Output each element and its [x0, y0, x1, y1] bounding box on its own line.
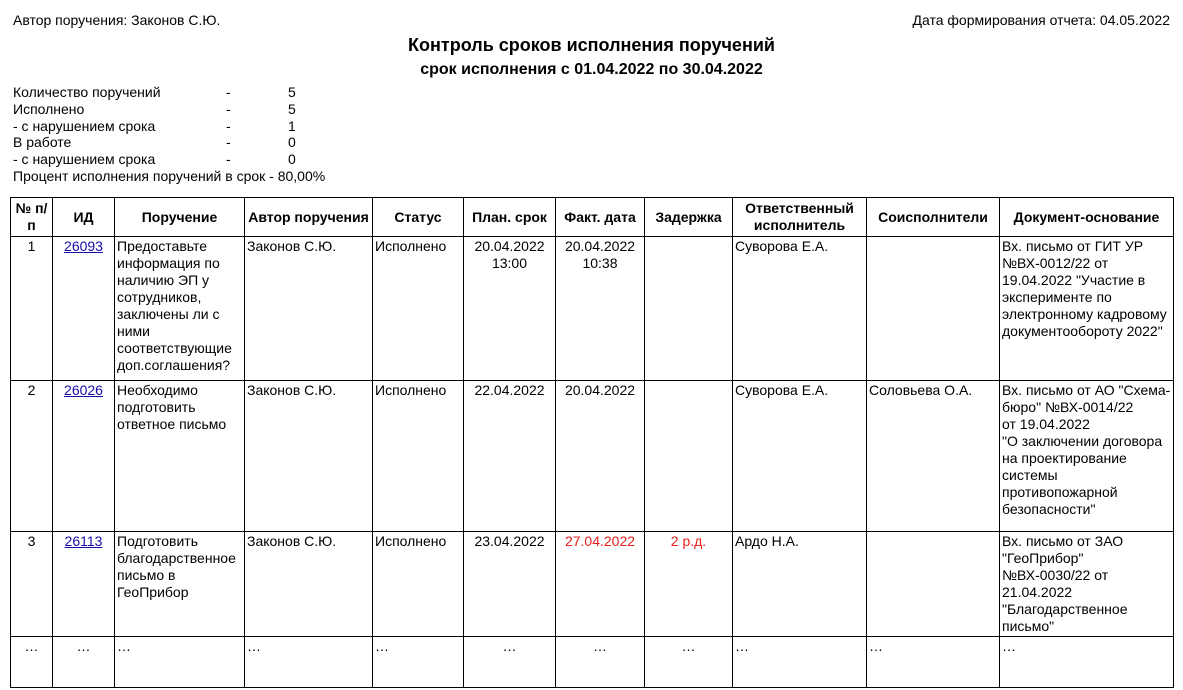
fact-time: 10:38	[582, 255, 618, 271]
row-executor: Ардо Н.А.	[733, 532, 867, 637]
row-coexecutors	[867, 532, 1000, 637]
row-author: Законов С.Ю.	[245, 237, 373, 381]
row-id-link[interactable]: 26026	[64, 382, 103, 398]
fact-date: 20.04.2022	[564, 238, 636, 254]
row-fact-date-overdue: 27.04.2022	[556, 532, 645, 637]
report-subtitle: срок исполнения с 01.04.2022 по 30.04.2022	[420, 61, 763, 78]
ellipsis-cell: …	[464, 637, 556, 688]
row-delay-overdue: 2 р.д.	[645, 532, 733, 637]
row-task: Необходимо подготовить ответное письмо	[115, 381, 245, 532]
row-status: Исполнено	[373, 237, 464, 381]
ellipsis-cell: …	[373, 637, 464, 688]
row-source-document: Вх. письмо от ГИТ УР №ВХ-0012/22 от 19.04.2022 "Участие в эксперименте по электронному кадровому документообороту 2022"	[1000, 237, 1174, 381]
stat-label: Количество поручений	[13, 84, 161, 100]
col-header-source-document: Документ-основание	[1000, 198, 1174, 237]
row-task: Предоставьте информация по наличию ЭП у сотрудников, заключены ли с ними соответствующие доп.соглашения?	[115, 237, 245, 381]
row-executor: Суворова Е.А.	[733, 237, 867, 381]
stat-value: 1	[288, 117, 296, 134]
stat-dash: -	[226, 117, 231, 134]
row-id-link[interactable]: 26093	[64, 238, 103, 254]
ellipsis-cell: …	[556, 637, 645, 688]
stat-row	[13, 101, 325, 118]
stat-label: - с нарушением срока	[13, 117, 156, 134]
plan-date: 20.04.2022	[474, 238, 545, 254]
stat-value: 0	[288, 151, 296, 168]
ellipsis-cell: …	[53, 637, 115, 688]
row-number: 3	[11, 532, 53, 637]
doc-line: "О заключении договора на проектирование системы противопожарной безопасности"	[1002, 433, 1163, 517]
stat-dash: -	[226, 100, 231, 117]
table-row	[11, 532, 1174, 637]
report-title: Контроль сроков исполнения поручений	[408, 35, 775, 55]
stat-row	[13, 118, 325, 135]
row-source-document	[1000, 381, 1174, 532]
ellipsis-cell: …	[867, 637, 1000, 688]
row-status: Исполнено	[373, 532, 464, 637]
stat-row	[13, 84, 325, 101]
ellipsis-cell: …	[733, 637, 867, 688]
report-date: Дата формирования отчета: 04.05.2022	[912, 12, 1170, 28]
stat-row	[13, 134, 325, 151]
assignments-table	[10, 197, 1174, 688]
table-row-ellipsis	[11, 637, 1174, 688]
ellipsis-cell: …	[645, 637, 733, 688]
col-header-executor: Ответственный исполнитель	[733, 198, 867, 237]
row-number: 1	[11, 237, 53, 381]
row-coexecutors	[867, 237, 1000, 381]
row-fact-date	[556, 237, 645, 381]
stat-dash: -	[226, 84, 231, 100]
row-fact-date: 20.04.2022	[556, 381, 645, 532]
stat-value: 0	[288, 134, 296, 151]
col-header-delay: Задержка	[645, 198, 733, 237]
summary-stats	[13, 84, 325, 185]
col-header-task: Поручение	[115, 198, 245, 237]
stat-label: - с нарушением срока	[13, 151, 156, 168]
table-row	[11, 237, 1174, 381]
stat-dash: -	[226, 151, 231, 168]
row-id-cell	[53, 237, 115, 381]
plan-time: 13:00	[491, 255, 528, 271]
row-plan-date: 23.04.2022	[464, 532, 556, 637]
row-executor: Суворова Е.А.	[733, 381, 867, 532]
col-header-fact-date: Факт. дата	[556, 198, 645, 237]
row-author: Законов С.Ю.	[245, 381, 373, 532]
ellipsis-cell: …	[245, 637, 373, 688]
ellipsis-cell: …	[11, 637, 53, 688]
stat-value: 5	[288, 100, 296, 117]
row-number: 2	[11, 381, 53, 532]
stat-label: В работе	[13, 134, 72, 151]
col-header-plan-date: План. срок	[464, 198, 556, 237]
row-plan-date: 22.04.2022	[464, 381, 556, 532]
table-row	[11, 381, 1174, 532]
col-header-number: № п/п	[11, 198, 53, 237]
col-header-id: ИД	[53, 198, 115, 237]
assignment-author: Автор поручения: Законов С.Ю.	[13, 12, 221, 28]
col-header-author: Автор поручения	[245, 198, 373, 237]
ellipsis-cell: …	[115, 637, 245, 688]
row-id-cell	[53, 381, 115, 532]
col-header-coexecutors: Соисполнители	[867, 198, 1000, 237]
col-header-status: Статус	[373, 198, 464, 237]
row-source-document: Вх. письмо от ЗАО "ГеоПрибор" №ВХ-0030/22 от 21.04.2022 "Благодарственное письмо"	[1000, 532, 1174, 637]
doc-line: от 19.04.2022	[1002, 416, 1090, 432]
doc-line: Вх. письмо от АО "Схема-бюро" №ВХ-0014/22	[1002, 382, 1171, 415]
row-id-cell	[53, 532, 115, 637]
ellipsis-cell: …	[1000, 637, 1174, 688]
stat-row	[13, 151, 325, 168]
row-task: Подготовить благодарственное письмо в ГеоПрибор	[115, 532, 245, 637]
on-time-percent: Процент исполнения поручений в срок - 80,00%	[13, 167, 326, 184]
row-id-link[interactable]: 26113	[64, 533, 103, 549]
stat-label: Исполнено	[13, 100, 85, 117]
row-delay	[645, 381, 733, 532]
row-status: Исполнено	[373, 381, 464, 532]
table-header-row	[11, 198, 1174, 237]
row-delay	[645, 237, 733, 381]
stat-value: 5	[288, 84, 296, 100]
row-author: Законов С.Ю.	[245, 532, 373, 637]
stat-dash: -	[226, 134, 231, 151]
row-plan-date	[464, 237, 556, 381]
row-coexecutors: Соловьева О.А.	[867, 381, 1000, 532]
